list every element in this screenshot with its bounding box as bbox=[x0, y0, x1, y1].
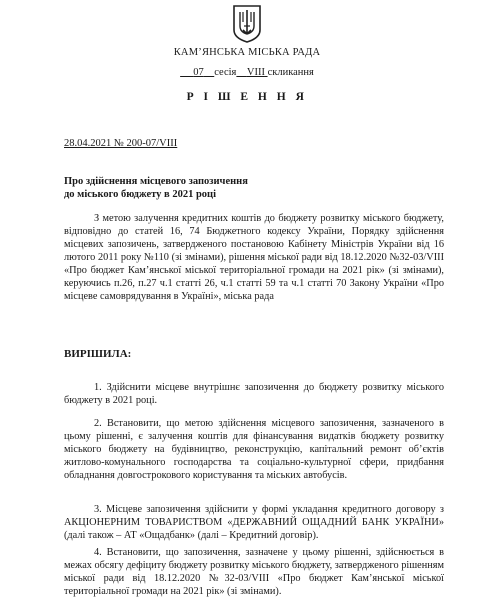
resolution-item-2: 2. Встановити, що метою здійснення місцевого запозичення, зазначеного в цьому рішенні, є залучення коштів для фінансування видатків бюджету розвитку міського бюджету на будівництво, реконструкцію, капітальний ремонт об’єктів житлово-комунального господарства та соціально-культурної сфери, придбання обладнання довгострокового користування та міських автобусів. bbox=[64, 418, 444, 481]
session-number: 07 bbox=[193, 67, 204, 78]
resolution-item-1: 1. Здійснити місцеве внутрішнє запозичення до бюджету розвитку міського бюджету в 2021 році. bbox=[64, 382, 444, 406]
resolved-heading: ВИРІШИЛА: bbox=[64, 348, 132, 360]
resolution-item-3: 3. Місцеве запозичення здійснити у формі укладання кредитного договору з АКЦІОНЕРНИМ ТОВАРИСТВОМ «ДЕРЖАВНИЙ ОЩАДНИЙ БАНК УКРАЇНИ» (далі також – АТ «Ощадбанк» (далі – Кредитний договір). bbox=[64, 504, 444, 541]
session-line bbox=[0, 67, 494, 78]
preamble-paragraph: З метою залучення кредитних коштів до бюджету розвитку міського бюджету, відповідно до статей 16, 74 Бюджетного кодексу України, Порядку здійснення місцевих запозичень, затвердженого постановою Кабінету Міністрів України від 16 лютого 2011 року №110 (зі змінами), рішення міської ради від 18.12.2020 №32-03/VIII «Про бюджет Кам’янської міської територіальної громади на 2021 рік» (зі змінами), керуючись п.26, п.27 ч.1 статті 26, ч.1 статті 59 та ч.1 статті 70 Закону України «Про місцеве самоврядування в Україні», міська рада bbox=[64, 213, 444, 302]
convocation-word: скликання bbox=[267, 67, 314, 78]
subject-line-2: до міського бюджету в 2021 році bbox=[64, 189, 217, 200]
subject-heading bbox=[64, 175, 324, 201]
council-name: КАМ’ЯНСЬКА МІСЬКА РАДА bbox=[173, 47, 321, 58]
date-and-number: 28.04.2021 № 200-07/VIII bbox=[64, 138, 178, 149]
document-title: Р І Ш Е Н Н Я bbox=[186, 91, 308, 103]
coat-of-arms-icon bbox=[232, 4, 262, 44]
convocation-number: VIII bbox=[246, 67, 265, 78]
session-word: сесія bbox=[214, 67, 237, 78]
subject-line-1: Про здійснення місцевого запозичення bbox=[64, 176, 248, 187]
resolution-item-4: 4. Встановити, що запозичення, зазначене у цьому рішенні, здійснюється в межах обсягу дефіциту бюджету розвитку міського бюджету, затвердженого рішенням міської ради від 18.12.2020 №32-03/VIII «Про бюджет Кам’янської міської територіальної громади на 2021 рік» (зі змінами). bbox=[64, 547, 444, 597]
